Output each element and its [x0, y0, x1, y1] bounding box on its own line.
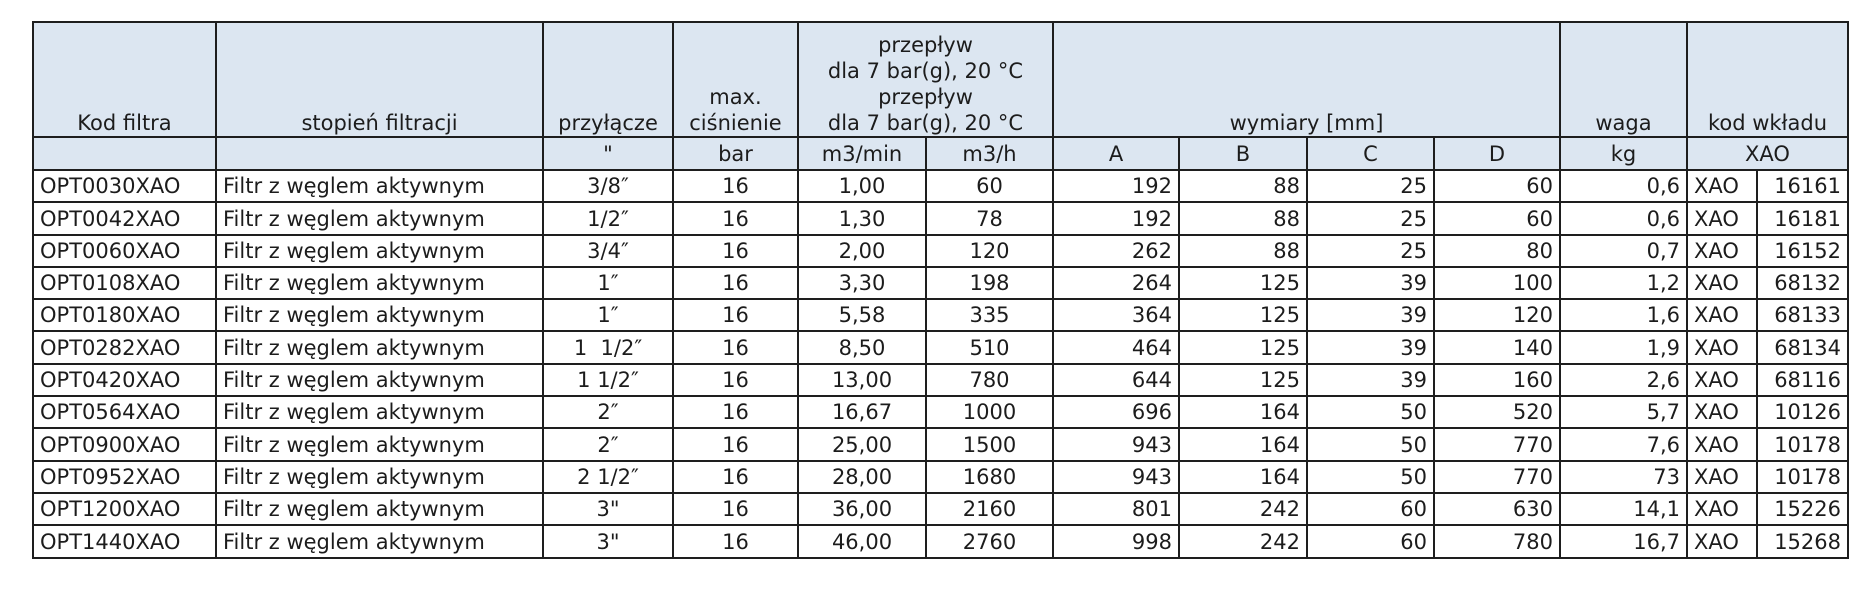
cell-cisnienie: 16 — [673, 170, 798, 202]
cell-przylacze: 1″ — [543, 299, 673, 331]
cell-waga: 0,6 — [1560, 202, 1687, 234]
cell-stopien-filtracji: Filtr z węglem aktywnym — [216, 170, 543, 202]
cell-wklad-numer: 68134 — [1757, 331, 1848, 363]
header-przeplyw-line1: przepływ — [878, 33, 973, 57]
cell-cisnienie: 16 — [673, 202, 798, 234]
cell-przylacze: 1″ — [543, 267, 673, 299]
unit-cisnienie: bar — [673, 137, 798, 170]
cell-stopien-filtracji: Filtr z węglem aktywnym — [216, 364, 543, 396]
cell-cisnienie: 16 — [673, 267, 798, 299]
cell-przeplyw-h: 198 — [926, 267, 1053, 299]
cell-wklad-prefix: XAO — [1687, 267, 1757, 299]
header-kod-wkladu: kod wkładu — [1687, 22, 1848, 137]
cell-dim-b: 125 — [1179, 267, 1307, 299]
cell-przeplyw-h: 335 — [926, 299, 1053, 331]
cell-dim-b: 242 — [1179, 525, 1307, 557]
cell-dim-c: 25 — [1307, 235, 1434, 267]
cell-cisnienie: 16 — [673, 364, 798, 396]
cell-cisnienie: 16 — [673, 299, 798, 331]
cell-dim-a: 998 — [1053, 525, 1179, 557]
cell-waga: 1,2 — [1560, 267, 1687, 299]
cell-cisnienie: 16 — [673, 428, 798, 460]
cell-dim-c: 39 — [1307, 364, 1434, 396]
cell-wklad-prefix: XAO — [1687, 299, 1757, 331]
cell-wklad-numer: 68116 — [1757, 364, 1848, 396]
cell-kod-filtra: OPT1440XAO — [33, 525, 216, 557]
cell-dim-b: 164 — [1179, 461, 1307, 493]
cell-kod-filtra: OPT0420XAO — [33, 364, 216, 396]
cell-dim-d: 80 — [1434, 235, 1560, 267]
cell-stopien-filtracji: Filtr z węglem aktywnym — [216, 331, 543, 363]
cell-dim-d: 60 — [1434, 202, 1560, 234]
cell-wklad-prefix: XAO — [1687, 170, 1757, 202]
table-row — [33, 396, 1848, 428]
cell-przeplyw-h: 1000 — [926, 396, 1053, 428]
cell-przeplyw-min: 16,67 — [798, 396, 926, 428]
cell-przeplyw-min: 13,00 — [798, 364, 926, 396]
cell-cisnienie: 16 — [673, 525, 798, 557]
cell-stopien-filtracji: Filtr z węglem aktywnym — [216, 493, 543, 525]
table-row — [33, 364, 1848, 396]
cell-dim-c: 39 — [1307, 267, 1434, 299]
cell-wklad-numer: 10178 — [1757, 428, 1848, 460]
cell-przeplyw-min: 8,50 — [798, 331, 926, 363]
cell-dim-b: 125 — [1179, 299, 1307, 331]
cell-przylacze: 3" — [543, 525, 673, 557]
header-max-cisnienie-line1: max. — [709, 85, 762, 109]
cell-dim-d: 780 — [1434, 525, 1560, 557]
cell-dim-a: 262 — [1053, 235, 1179, 267]
header-stopien-filtracji: stopień filtracji — [216, 22, 543, 137]
cell-przeplyw-min: 2,00 — [798, 235, 926, 267]
header-przeplyw-line4: dla 7 bar(g), 20 °C — [827, 111, 1024, 135]
cell-wklad-prefix: XAO — [1687, 493, 1757, 525]
filter-spec-table — [32, 21, 1849, 559]
cell-wklad-numer: 10178 — [1757, 461, 1848, 493]
cell-stopien-filtracji: Filtr z węglem aktywnym — [216, 525, 543, 557]
cell-dim-b: 88 — [1179, 235, 1307, 267]
unit-waga: kg — [1560, 137, 1687, 170]
cell-dim-b: 88 — [1179, 170, 1307, 202]
cell-stopien-filtracji: Filtr z węglem aktywnym — [216, 235, 543, 267]
header-row-units — [33, 137, 1848, 170]
cell-dim-c: 60 — [1307, 525, 1434, 557]
header-przylacze: przyłącze — [543, 22, 673, 137]
cell-wklad-prefix: XAO — [1687, 525, 1757, 557]
cell-przeplyw-min: 5,58 — [798, 299, 926, 331]
header-max-cisnienie — [673, 22, 798, 137]
cell-cisnienie: 16 — [673, 493, 798, 525]
cell-przeplyw-h: 2160 — [926, 493, 1053, 525]
cell-przylacze: 1 1/2″ — [543, 364, 673, 396]
cell-dim-d: 60 — [1434, 170, 1560, 202]
cell-dim-a: 644 — [1053, 364, 1179, 396]
cell-przylacze: 3" — [543, 493, 673, 525]
cell-stopien-filtracji: Filtr z węglem aktywnym — [216, 428, 543, 460]
cell-dim-d: 770 — [1434, 428, 1560, 460]
cell-waga: 0,7 — [1560, 235, 1687, 267]
cell-wklad-numer: 10126 — [1757, 396, 1848, 428]
cell-cisnienie: 16 — [673, 331, 798, 363]
cell-kod-filtra: OPT0042XAO — [33, 202, 216, 234]
header-row-titles — [33, 22, 1848, 137]
cell-dim-d: 520 — [1434, 396, 1560, 428]
cell-kod-filtra: OPT0900XAO — [33, 428, 216, 460]
unit-stopien-filtracji — [216, 137, 543, 170]
cell-stopien-filtracji: Filtr z węglem aktywnym — [216, 202, 543, 234]
cell-dim-b: 88 — [1179, 202, 1307, 234]
cell-waga: 1,9 — [1560, 331, 1687, 363]
cell-stopien-filtracji: Filtr z węglem aktywnym — [216, 299, 543, 331]
cell-waga: 2,6 — [1560, 364, 1687, 396]
cell-kod-filtra: OPT0180XAO — [33, 299, 216, 331]
header-przeplyw-line3: przepływ — [878, 85, 973, 109]
cell-dim-a: 943 — [1053, 461, 1179, 493]
table-row — [33, 170, 1848, 202]
cell-przylacze: 2″ — [543, 428, 673, 460]
cell-wklad-prefix: XAO — [1687, 331, 1757, 363]
cell-przylacze: 3/8″ — [543, 170, 673, 202]
cell-cisnienie: 16 — [673, 235, 798, 267]
table-row — [33, 428, 1848, 460]
header-przeplyw — [798, 22, 1053, 137]
cell-wklad-numer: 68133 — [1757, 299, 1848, 331]
cell-wklad-prefix: XAO — [1687, 202, 1757, 234]
cell-przylacze: 1/2″ — [543, 202, 673, 234]
cell-przylacze: 2″ — [543, 396, 673, 428]
cell-dim-b: 125 — [1179, 364, 1307, 396]
cell-dim-b: 242 — [1179, 493, 1307, 525]
cell-przeplyw-h: 1680 — [926, 461, 1053, 493]
cell-dim-a: 264 — [1053, 267, 1179, 299]
cell-przeplyw-min: 1,30 — [798, 202, 926, 234]
cell-kod-filtra: OPT1200XAO — [33, 493, 216, 525]
cell-dim-a: 464 — [1053, 331, 1179, 363]
cell-stopien-filtracji: Filtr z węglem aktywnym — [216, 461, 543, 493]
cell-przeplyw-min: 3,30 — [798, 267, 926, 299]
cell-przylacze: 1 1/2″ — [543, 331, 673, 363]
cell-dim-c: 50 — [1307, 461, 1434, 493]
cell-kod-filtra: OPT0282XAO — [33, 331, 216, 363]
unit-przeplyw-min: m3/min — [798, 137, 926, 170]
cell-dim-c: 25 — [1307, 170, 1434, 202]
table-row — [33, 235, 1848, 267]
cell-dim-c: 60 — [1307, 493, 1434, 525]
cell-kod-filtra: OPT0952XAO — [33, 461, 216, 493]
cell-dim-d: 120 — [1434, 299, 1560, 331]
table-row — [33, 461, 1848, 493]
cell-przeplyw-min: 46,00 — [798, 525, 926, 557]
cell-kod-filtra: OPT0108XAO — [33, 267, 216, 299]
cell-dim-d: 140 — [1434, 331, 1560, 363]
cell-przeplyw-min: 36,00 — [798, 493, 926, 525]
cell-waga: 1,6 — [1560, 299, 1687, 331]
cell-dim-c: 25 — [1307, 202, 1434, 234]
cell-przeplyw-h: 510 — [926, 331, 1053, 363]
cell-wklad-prefix: XAO — [1687, 364, 1757, 396]
cell-dim-a: 192 — [1053, 202, 1179, 234]
cell-przylacze: 2 1/2″ — [543, 461, 673, 493]
cell-dim-a: 192 — [1053, 170, 1179, 202]
header-wymiary: wymiary [mm] — [1053, 22, 1560, 137]
cell-dim-b: 125 — [1179, 331, 1307, 363]
cell-wklad-numer: 16152 — [1757, 235, 1848, 267]
cell-waga: 5,7 — [1560, 396, 1687, 428]
unit-dim-a: A — [1053, 137, 1179, 170]
cell-przeplyw-h: 78 — [926, 202, 1053, 234]
cell-dim-d: 100 — [1434, 267, 1560, 299]
cell-przeplyw-h: 1500 — [926, 428, 1053, 460]
cell-wklad-numer: 16161 — [1757, 170, 1848, 202]
cell-przylacze: 3/4″ — [543, 235, 673, 267]
cell-kod-filtra: OPT0030XAO — [33, 170, 216, 202]
cell-przeplyw-min: 28,00 — [798, 461, 926, 493]
cell-dim-c: 50 — [1307, 396, 1434, 428]
cell-przeplyw-h: 120 — [926, 235, 1053, 267]
table-row — [33, 331, 1848, 363]
cell-cisnienie: 16 — [673, 461, 798, 493]
cell-dim-c: 39 — [1307, 299, 1434, 331]
cell-wklad-numer: 16181 — [1757, 202, 1848, 234]
cell-dim-c: 39 — [1307, 331, 1434, 363]
cell-stopien-filtracji: Filtr z węglem aktywnym — [216, 396, 543, 428]
unit-przylacze: " — [543, 137, 673, 170]
unit-kod-filtra — [33, 137, 216, 170]
unit-dim-b: B — [1179, 137, 1307, 170]
table-row — [33, 299, 1848, 331]
cell-wklad-numer: 15268 — [1757, 525, 1848, 557]
unit-dim-c: C — [1307, 137, 1434, 170]
unit-kod-wkladu: XAO — [1687, 137, 1848, 170]
cell-stopien-filtracji: Filtr z węglem aktywnym — [216, 267, 543, 299]
cell-wklad-prefix: XAO — [1687, 428, 1757, 460]
header-kod-filtra: Kod filtra — [33, 22, 216, 137]
cell-dim-d: 770 — [1434, 461, 1560, 493]
cell-kod-filtra: OPT0564XAO — [33, 396, 216, 428]
cell-dim-b: 164 — [1179, 428, 1307, 460]
cell-wklad-prefix: XAO — [1687, 396, 1757, 428]
cell-waga: 7,6 — [1560, 428, 1687, 460]
table-row — [33, 493, 1848, 525]
cell-kod-filtra: OPT0060XAO — [33, 235, 216, 267]
table-row — [33, 267, 1848, 299]
cell-dim-a: 364 — [1053, 299, 1179, 331]
cell-waga: 16,7 — [1560, 525, 1687, 557]
cell-wklad-prefix: XAO — [1687, 235, 1757, 267]
cell-waga: 73 — [1560, 461, 1687, 493]
unit-dim-d: D — [1434, 137, 1560, 170]
unit-przeplyw-h: m3/h — [926, 137, 1053, 170]
header-waga: waga — [1560, 22, 1687, 137]
table-row — [33, 525, 1848, 557]
cell-wklad-prefix: XAO — [1687, 461, 1757, 493]
cell-przeplyw-h: 780 — [926, 364, 1053, 396]
cell-dim-b: 164 — [1179, 396, 1307, 428]
cell-przeplyw-h: 60 — [926, 170, 1053, 202]
header-max-cisnienie-line2: ciśnienie — [689, 111, 782, 135]
cell-cisnienie: 16 — [673, 396, 798, 428]
cell-dim-a: 943 — [1053, 428, 1179, 460]
cell-waga: 14,1 — [1560, 493, 1687, 525]
cell-waga: 0,6 — [1560, 170, 1687, 202]
cell-dim-a: 801 — [1053, 493, 1179, 525]
cell-wklad-numer: 15226 — [1757, 493, 1848, 525]
cell-dim-d: 630 — [1434, 493, 1560, 525]
cell-dim-c: 50 — [1307, 428, 1434, 460]
cell-przeplyw-min: 1,00 — [798, 170, 926, 202]
cell-przeplyw-h: 2760 — [926, 525, 1053, 557]
header-przeplyw-line2: dla 7 bar(g), 20 °C — [827, 59, 1024, 83]
cell-przeplyw-min: 25,00 — [798, 428, 926, 460]
cell-dim-a: 696 — [1053, 396, 1179, 428]
cell-wklad-numer: 68132 — [1757, 267, 1848, 299]
cell-dim-d: 160 — [1434, 364, 1560, 396]
table-body — [33, 170, 1848, 558]
table-row — [33, 202, 1848, 234]
